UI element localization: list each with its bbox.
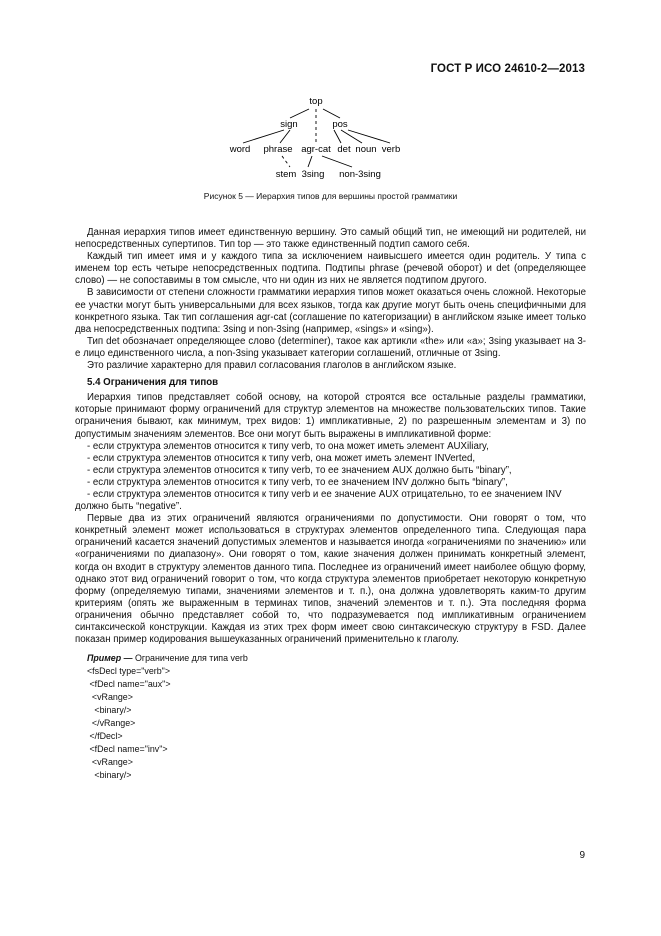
code-line: <fDecl name="inv"> bbox=[87, 744, 168, 755]
edge-sign-word bbox=[243, 130, 284, 143]
node-3sing: 3sing bbox=[301, 169, 325, 180]
edge-top-pos bbox=[323, 109, 340, 118]
edge-sign-phrase bbox=[280, 130, 290, 143]
code-line: <binary/> bbox=[87, 770, 132, 781]
example-title: Ограничение для типа verb bbox=[132, 653, 248, 664]
edge-pos-det bbox=[334, 130, 341, 143]
paragraph: В зависимости от степени сложности грамматики иерархия типов может оказаться очень сложной. Некоторые ее участки могут быть универсальными для всех языков, тогда как другие могут быть очень специфичными для конкретного языка. Так тип соглашения agr-cat (соглашение по категоризации) в английском языке имеет только два непосредственных подтипа: 3sing и non-3sing (например, «sings» и «sing»). bbox=[75, 287, 586, 335]
edge-phrase-stem bbox=[282, 156, 290, 167]
list-item: - если структура элементов относится к типу verb, то она может иметь элемент AUXiliary, bbox=[87, 440, 489, 452]
code-line: </fDecl> bbox=[87, 731, 123, 742]
node-agr-cat: agr-cat bbox=[301, 144, 331, 155]
node-noun: noun bbox=[355, 144, 377, 155]
figure-caption: Рисунок 5 — Иерархия типов для вершины простой грамматики bbox=[203, 191, 458, 201]
node-top: top bbox=[309, 96, 323, 107]
section-title: 5.4 Ограничения для типов bbox=[87, 377, 219, 389]
list-item: - если структура элементов относится к типу verb, то ее значением AUX должно быть “binary”, bbox=[87, 464, 512, 476]
code-example bbox=[75, 652, 586, 782]
paragraph: Первые два из этих ограничений являются ограничениями по допустимости. Они говорят о том, что конкретный элемент может использоваться в структурах элементов определенного типа. Следующая пара ограничений касается значений допустимых элементов и называется иногда «ограничениями по значению» или «ограничениями по диапазону». Они говорят о том, какие значения должен принимать конкретный элемент, когда он входит в структуру элементов данного типа. Последнее из ограничений имеет наиболее общую форму, однако этот вид ограничений говорит о том, что когда структура элементов приобретает некоторую конкретную форму (определяемую типами, значениями элементов и т. п.), она должна удовлетворять каким-то другим критериям (опять же выраженным в терминах типов, значений элементов и т. п.). Эта последняя форма ограничения обычно представляет собой то, что подразумевается под импликативным ограничением синтаксической конструкции. Каждая из этих трех форм имеет свою синтаксическую структуру в FSD. Далее показан пример кодирования вышеуказанных ограничений применительно к глаголу. bbox=[75, 513, 586, 646]
example-label: Пример — bbox=[87, 653, 133, 664]
paragraph: Это различие характерно для правил согласования глаголов в английском языке. bbox=[87, 360, 457, 372]
code-line: <vRange> bbox=[87, 692, 133, 703]
paragraph: Иерархия типов представляет собой основу, на которой строятся все остальные разделы грамматики, которые принимают форму ограничений для структур элементов на множестве пользовательских типов. Такие ограничения бывают, как минимум, трех видов: 1) импликативные, 2) по разрешенным элементам и 3) по допустимым значениям элементов. Все они могут быть выражены в импликативной форме: bbox=[75, 392, 586, 440]
node-non-3sing: non-3sing bbox=[339, 169, 381, 180]
page-number: 9 bbox=[579, 850, 585, 861]
paragraph: Тип det обозначает определяющее слово (determiner), такое как артикли «the» или «a»; 3sing указывает на 3-е лицо единственного числа, а non-3sing указывает категории соглашений, отличные от 3sing. bbox=[75, 335, 586, 359]
example-heading bbox=[87, 652, 586, 665]
list-item: - если структура элементов относится к типу verb, она может иметь элемент INVerted, bbox=[87, 452, 476, 464]
edge-top-sign bbox=[290, 109, 309, 118]
node-word: word bbox=[229, 144, 251, 155]
list-item: - если структура элементов относится к типу verb и ее значение AUX отрицательно, то ее значением INV должно быть “negative”. bbox=[75, 488, 562, 513]
node-det: det bbox=[337, 144, 351, 155]
paragraph: Каждый тип имеет имя и у каждого типа за исключением наивысшего имеется один родитель. У типа с именем top есть четыре непосредственных подтипа. Подтипы phrase (речевой оборот) и det (определяющее слово) — не сопоставимы в том смысле, что ни один из них не является подтипом другого. bbox=[75, 251, 586, 287]
node-stem: stem bbox=[275, 169, 297, 180]
document-header: ГОСТ Р ИСО 24610-2—2013 bbox=[430, 63, 585, 75]
edge-agr-3sing bbox=[308, 156, 312, 167]
edge-pos-verb bbox=[348, 130, 390, 143]
edge-agr-non3sing bbox=[322, 156, 352, 167]
constraint-list bbox=[75, 441, 586, 514]
node-pos: pos bbox=[332, 119, 348, 130]
node-verb: verb bbox=[381, 144, 401, 155]
main-content bbox=[75, 227, 586, 782]
type-hierarchy-figure bbox=[0, 88, 661, 188]
edge-pos-noun bbox=[341, 130, 362, 143]
node-phrase: phrase bbox=[263, 144, 293, 155]
code-line: <binary/> bbox=[87, 705, 132, 716]
code-line: <fsDecl type="verb"> bbox=[87, 666, 171, 677]
code-line: <fDecl name="aux"> bbox=[87, 679, 171, 690]
paragraph: Данная иерархия типов имеет единственную вершину. Это самый общий тип, не имеющий ни родителей, ни непосредственных супертипов. Тип top — это также единственный подтип самого себя. bbox=[75, 227, 586, 251]
node-sign: sign bbox=[280, 119, 298, 130]
list-item: - если структура элементов относится к типу verb, то ее значением INV должно быть “binary”, bbox=[87, 476, 508, 488]
code-line: </vRange> bbox=[87, 718, 136, 729]
code-line: <vRange> bbox=[87, 757, 133, 768]
